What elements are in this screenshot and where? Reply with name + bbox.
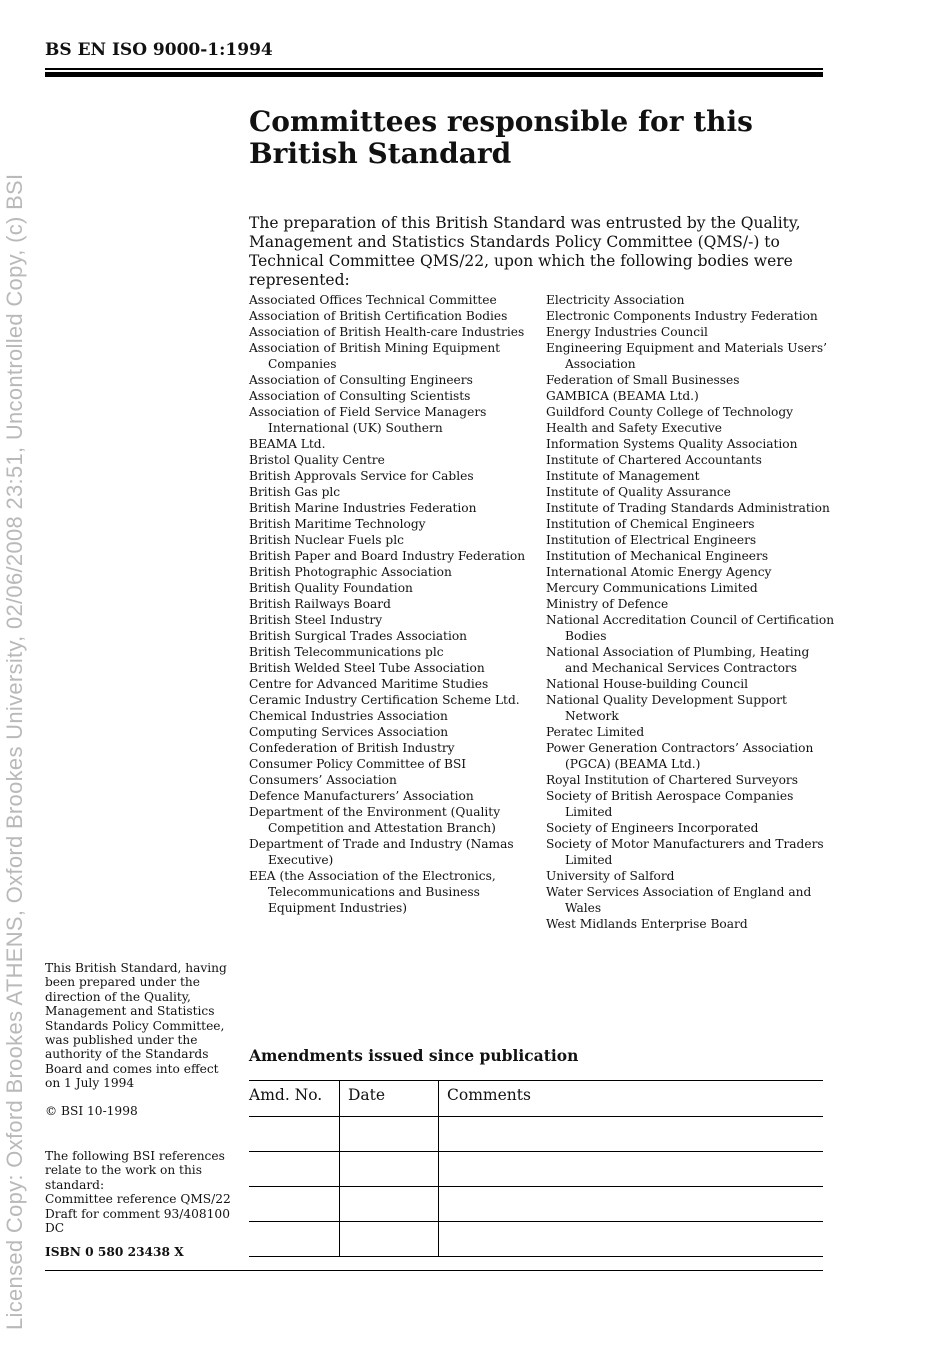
list-item: National Association of Plumbing, Heating and Mechanical Services Contractors (546, 645, 810, 675)
isbn: ISBN 0 580 23438 X (45, 1245, 184, 1259)
list-item: Institute of Quality Assurance (546, 485, 731, 499)
table-row (249, 1187, 823, 1222)
list-item: Institution of Electrical Engineers (546, 533, 757, 547)
list-item: Ceramic Industry Certification Scheme Ltd. (249, 693, 520, 707)
publication-note: This British Standard, having been prepared under the direction of the Quality, Management and Statistics Standards Policy Committee, was published under the authority of the Standards Board and comes into effect on 1 July 1994 (45, 961, 227, 1091)
list-item: British Approvals Service for Cables (249, 469, 474, 483)
table-cell (340, 1152, 439, 1187)
list-item: Bristol Quality Centre (249, 453, 385, 467)
list-item: International Atomic Energy Agency (546, 565, 772, 579)
table-row (249, 1117, 823, 1152)
list-item: Association of British Certification Bodies (249, 309, 508, 323)
table-cell (249, 1222, 340, 1257)
list-item: Consumer Policy Committee of BSI (249, 757, 467, 771)
draft-reference: Draft for comment 93/408100 DC (45, 1206, 230, 1236)
list-item: West Midlands Enterprise Board (546, 917, 748, 931)
list-item: British Railways Board (249, 597, 391, 611)
bodies-list-left (249, 292, 539, 916)
list-item: Association of British Mining Equipment Companies (249, 341, 501, 371)
column-comments: Comments (439, 1081, 824, 1117)
amendments-table (249, 1080, 823, 1257)
list-item: Computing Services Association (249, 725, 449, 739)
footer-rule (45, 1270, 823, 1271)
list-item: British Marine Industries Federation (249, 501, 477, 515)
list-item: Institute of Management (546, 469, 700, 483)
list-item: Institute of Trading Standards Administration (546, 501, 830, 515)
list-item: Department of the Environment (Quality Competition and Attestation Branch) (249, 805, 501, 835)
list-item: British Photographic Association (249, 565, 452, 579)
list-item: British Surgical Trades Association (249, 629, 468, 643)
list-item: Institute of Chartered Accountants (546, 453, 762, 467)
table-cell (340, 1117, 439, 1152)
list-item: Health and Safety Executive (546, 421, 722, 435)
title-line-1: Committees responsible for this (249, 105, 753, 138)
table-cell (439, 1152, 824, 1187)
table-cell (439, 1187, 824, 1222)
document-id: BS EN ISO 9000-1:1994 (45, 40, 273, 60)
license-watermark: Licensed Copy: Oxford Brookes ATHENS, Oxford Brookes University, 02/06/2008 23:51, Uncontrolled Copy, (c) BSI (2, 173, 27, 1330)
list-item: Society of British Aerospace Companies Limited (546, 789, 794, 819)
list-item: Confederation of British Industry (249, 741, 455, 755)
table-cell (340, 1222, 439, 1257)
list-item: British Welded Steel Tube Association (249, 661, 485, 675)
list-item: Mercury Communications Limited (546, 581, 758, 595)
list-item: British Gas plc (249, 485, 341, 499)
list-item: Royal Institution of Chartered Surveyors (546, 773, 798, 787)
list-item: Association of Field Service Managers International (UK) Southern (249, 405, 487, 435)
bsi-references (45, 1149, 235, 1235)
table-cell (249, 1187, 340, 1222)
list-item: GAMBICA (BEAMA Ltd.) (546, 389, 699, 403)
list-item: Department of Trade and Industry (Namas Executive) (249, 837, 514, 867)
list-item: Electronic Components Industry Federation (546, 309, 818, 323)
list-item: Consumers’ Association (249, 773, 397, 787)
references-intro: The following BSI references relate to the work on this standard: (45, 1149, 225, 1192)
list-item: Institution of Chemical Engineers (546, 517, 755, 531)
list-item: British Maritime Technology (249, 517, 426, 531)
page-title (249, 106, 809, 170)
list-item: Defence Manufacturers’ Association (249, 789, 474, 803)
title-line-2: British Standard (249, 137, 512, 170)
amendments-header-row (249, 1081, 823, 1117)
list-item: Society of Motor Manufacturers and Traders Limited (546, 837, 824, 867)
list-item: Power Generation Contractors’ Association (PGCA) (BEAMA Ltd.) (546, 741, 814, 771)
list-item: Electricity Association (546, 293, 685, 307)
list-item: Association of British Health-care Industries (249, 325, 525, 339)
bodies-list-right (546, 292, 836, 932)
amendments-body (249, 1117, 823, 1257)
table-row (249, 1222, 823, 1257)
list-item: University of Salford (546, 869, 675, 883)
list-item: BEAMA Ltd. (249, 437, 326, 451)
table-cell (249, 1117, 340, 1152)
list-item: British Nuclear Fuels plc (249, 533, 404, 547)
list-item: EEA (the Association of the Electronics, Telecommunications and Business Equipment Industries) (249, 869, 496, 915)
list-item: British Telecommunications plc (249, 645, 444, 659)
list-item: Water Services Association of England and Wales (546, 885, 812, 915)
header-rule-thin (45, 68, 823, 70)
table-cell (439, 1222, 824, 1257)
copyright-note: © BSI 10-1998 (45, 1104, 138, 1118)
list-item: British Quality Foundation (249, 581, 413, 595)
amendments-title: Amendments issued since publication (249, 1046, 579, 1065)
list-item: Peratec Limited (546, 725, 645, 739)
committee-reference: Committee reference QMS/22 (45, 1192, 231, 1207)
table-row (249, 1152, 823, 1187)
list-item: Chemical Industries Association (249, 709, 448, 723)
list-item: National House-building Council (546, 677, 749, 691)
table-cell (249, 1152, 340, 1187)
table-cell (439, 1117, 824, 1152)
list-item: British Steel Industry (249, 613, 383, 627)
header-rule-thick (45, 72, 823, 77)
list-item: Energy Industries Council (546, 325, 708, 339)
list-item: Association of Consulting Scientists (249, 389, 471, 403)
list-item: National Accreditation Council of Certification Bodies (546, 613, 835, 643)
list-item: Federation of Small Businesses (546, 373, 740, 387)
list-item: Associated Offices Technical Committee (249, 293, 497, 307)
list-item: Society of Engineers Incorporated (546, 821, 759, 835)
list-item: Ministry of Defence (546, 597, 669, 611)
list-item: Guildford County College of Technology (546, 405, 794, 419)
intro-paragraph: The preparation of this British Standard was entrusted by the Quality, Management and Statistics Standards Policy Committee (QMS/-) to Technical Committee QMS/22, upon which the following bodies were represented: (249, 214, 801, 289)
table-cell (340, 1187, 439, 1222)
list-item: National Quality Development Support Network (546, 693, 787, 723)
list-item: Engineering Equipment and Materials Users’ Association (546, 341, 827, 371)
list-item: British Paper and Board Industry Federation (249, 549, 526, 563)
list-item: Centre for Advanced Maritime Studies (249, 677, 489, 691)
column-amd-no: Amd. No. (249, 1081, 340, 1117)
column-date: Date (340, 1081, 439, 1117)
list-item: Association of Consulting Engineers (249, 373, 473, 387)
list-item: Information Systems Quality Association (546, 437, 798, 451)
list-item: Institution of Mechanical Engineers (546, 549, 769, 563)
